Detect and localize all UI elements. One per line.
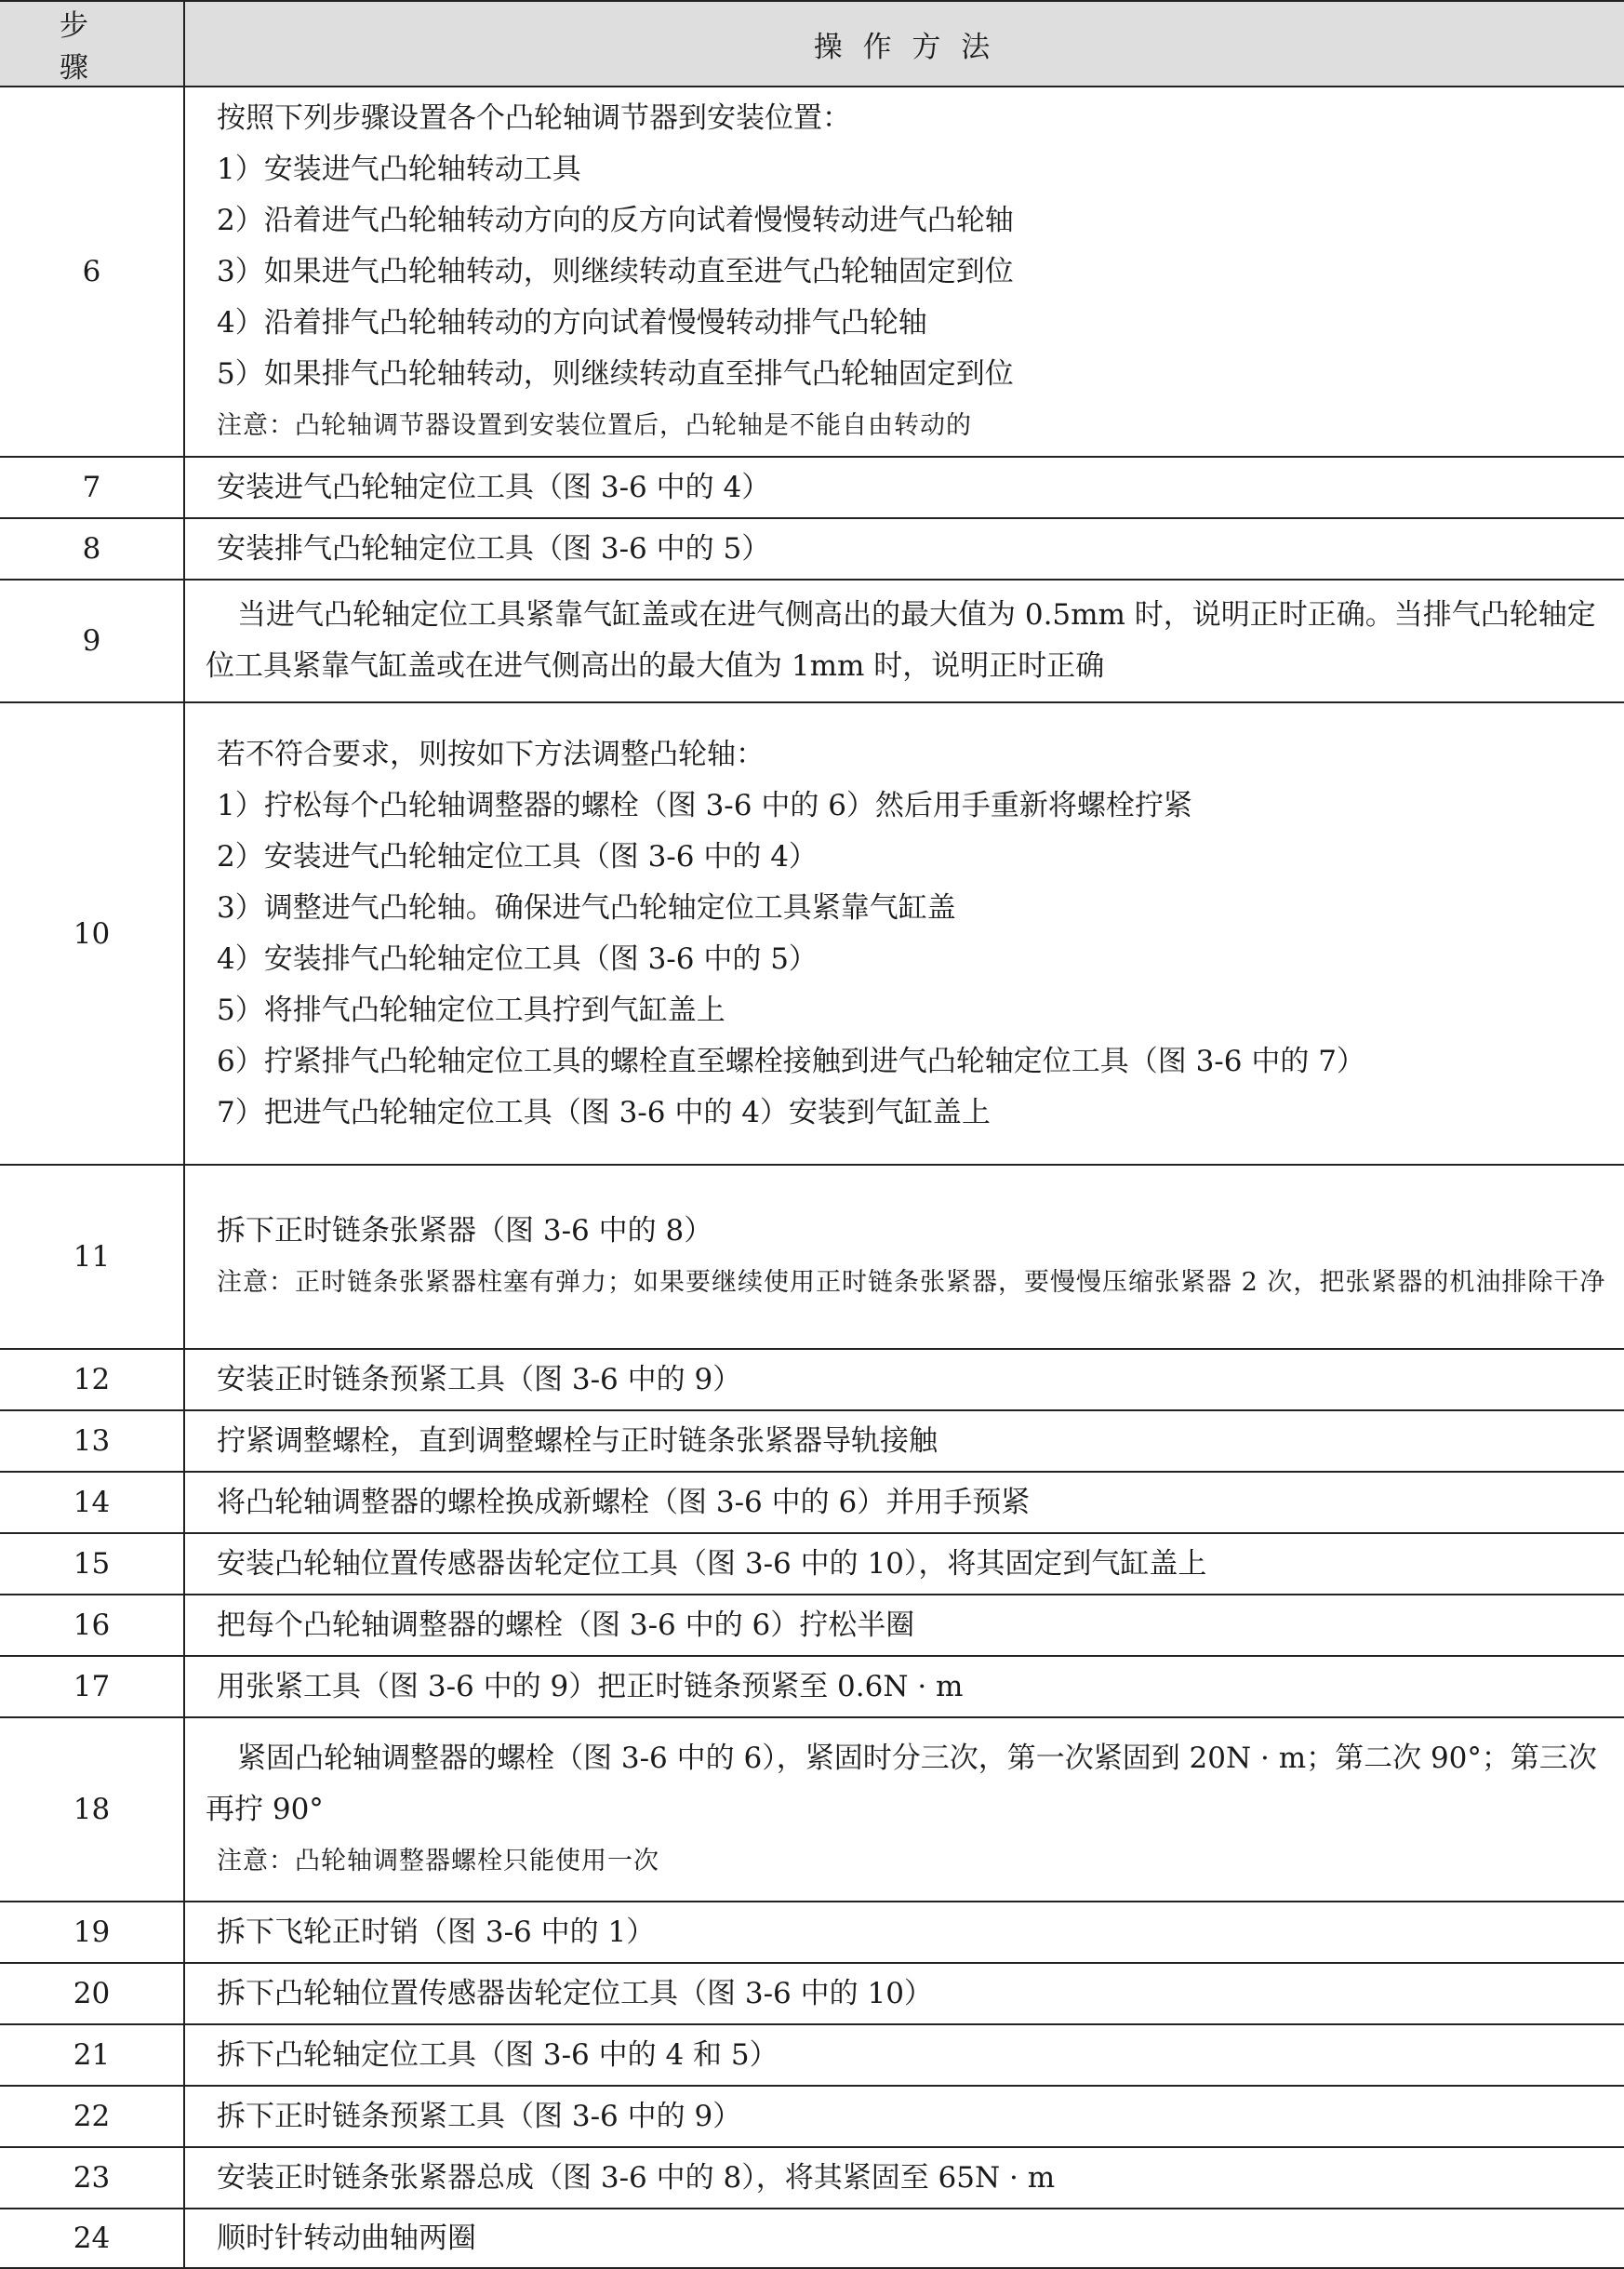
note-line: 注意：凸轮轴调整器螺栓只能使用一次: [217, 1846, 659, 1875]
method-line: 3）调整进气凸轮轴。确保进气凸轮轴定位工具紧靠气缸盖: [217, 890, 956, 925]
method-line: 2）安装进气凸轮轴定位工具（图 3-6 中的 4）: [217, 839, 818, 874]
method-line: 把每个凸轮轴调整器的螺栓（图 3-6 中的 6）拧松半圈: [217, 1608, 915, 1642]
method-line: 拆下凸轮轴定位工具（图 3-6 中的 4 和 5）: [217, 2037, 779, 2072]
step-number: 7: [0, 457, 184, 518]
method-line: 拆下凸轮轴位置传感器齿轮定位工具（图 3-6 中的 10）: [217, 1976, 933, 2010]
step-method: [184, 87, 1624, 457]
step-number: 21: [0, 2024, 184, 2086]
method-line: 用张紧工具（图 3-6 中的 9）把正时链条预紧至 0.6N · m: [217, 1669, 964, 1703]
step-number: 6: [0, 87, 184, 457]
step-method: [184, 457, 1624, 518]
step-number: 20: [0, 1963, 184, 2024]
table-row: [0, 1349, 1624, 1410]
header-method: 操 作 方 法: [184, 1, 1624, 87]
step-method: [184, 1963, 1624, 2024]
method-line: 5）如果排气凸轮轴转动，则继续转动直至排气凸轮轴固定到位: [217, 356, 1014, 391]
table-row: [0, 518, 1624, 580]
table-row: [0, 87, 1624, 457]
step-number: 9: [0, 580, 184, 702]
method-line: 安装凸轮轴位置传感器齿轮定位工具（图 3-6 中的 10），将其固定到气缸盖上: [217, 1546, 1207, 1581]
method-line: 将凸轮轴调整器的螺栓换成新螺栓（图 3-6 中的 6）并用手预紧: [217, 1485, 1031, 1519]
method-line: 4）沿着排气凸轮轴转动的方向试着慢慢转动排气凸轮轴: [217, 305, 927, 340]
step-method: [184, 1656, 1624, 1717]
step-method: [184, 2086, 1624, 2147]
method-line: 安装正时链条张紧器总成（图 3-6 中的 8），将其紧固至 65N · m: [217, 2160, 1056, 2195]
step-method: [184, 518, 1624, 580]
step-method: [184, 1410, 1624, 1472]
method-line: 安装进气凸轮轴定位工具（图 3-6 中的 4）: [217, 470, 771, 504]
method-line: 按照下列步骤设置各个凸轮轴调节器到安装位置：: [217, 100, 851, 135]
method-line: 拆下正时链条预紧工具（图 3-6 中的 9）: [217, 2099, 742, 2133]
method-line: 安装排气凸轮轴定位工具（图 3-6 中的 5）: [217, 531, 771, 566]
step-number: 23: [0, 2147, 184, 2209]
method-line: 拧紧调整螺栓，直到调整螺栓与正时链条张紧器导轨接触: [217, 1423, 938, 1458]
step-method: [184, 1165, 1624, 1349]
note-line: 注意：凸轮轴调节器设置到安装位置后，凸轮轴是不能自由转动的: [217, 410, 972, 440]
method-line: 4）安装排气凸轮轴定位工具（图 3-6 中的 5）: [217, 941, 818, 976]
step-method: [184, 1533, 1624, 1595]
step-number: 13: [0, 1410, 184, 1472]
step-method: [184, 1349, 1624, 1410]
table-row: [0, 702, 1624, 1165]
step-number: 14: [0, 1472, 184, 1533]
method-line: 拆下正时链条张紧器（图 3-6 中的 8）: [217, 1214, 713, 1248]
step-method: [184, 580, 1624, 702]
step-number: 17: [0, 1656, 184, 1717]
table-row: [0, 457, 1624, 518]
step-number: 12: [0, 1349, 184, 1410]
step-number: 15: [0, 1533, 184, 1595]
step-method: [184, 2209, 1624, 2268]
step-method: [184, 1472, 1624, 1533]
table-row: [0, 580, 1624, 702]
method-line: 5）将排气凸轮轴定位工具拧到气缸盖上: [217, 993, 725, 1027]
step-method: [184, 702, 1624, 1165]
step-number: 24: [0, 2209, 184, 2268]
method-line: 顺时针转动曲轴两圈: [217, 2221, 476, 2255]
step-number: 16: [0, 1595, 184, 1656]
table-row: [0, 1165, 1624, 1349]
note-paragraph: 注意：正时链条张紧器柱塞有弹力；如果要继续使用正时链条张紧器，要慢慢压缩张紧器 2 次，把张紧器的机油排除干净: [217, 1268, 1606, 1297]
method-paragraph: 紧固凸轮轴调整器的螺栓（图 3-6 中的 6），紧固时分三次，第一次紧固到 20N · m；第二次 90°；第三次再拧 90°: [206, 1741, 1597, 1826]
table-row: [0, 1472, 1624, 1533]
method-line: 1）安装进气凸轮轴转动工具: [217, 152, 581, 186]
table-row: [0, 1410, 1624, 1472]
step-number: 10: [0, 702, 184, 1165]
table-header-row: [0, 1, 1624, 87]
step-number: 22: [0, 2086, 184, 2147]
step-method: [184, 1595, 1624, 1656]
step-number: 19: [0, 1902, 184, 1963]
step-method: [184, 1717, 1624, 1902]
table-row: [0, 1717, 1624, 1902]
table-row: [0, 1963, 1624, 2024]
method-line: 拆下飞轮正时销（图 3-6 中的 1）: [217, 1915, 656, 1949]
table-row: [0, 2024, 1624, 2086]
method-paragraph: 当进气凸轮轴定位工具紧靠气缸盖或在进气侧高出的最大值为 0.5mm 时，说明正时正确。当排气凸轮轴定位工具紧靠气缸盖或在进气侧高出的最大值为 1mm 时，说明正时正确: [206, 598, 1596, 683]
step-method: [184, 2024, 1624, 2086]
table-row: [0, 1533, 1624, 1595]
table-row: [0, 1902, 1624, 1963]
table-row: [0, 2147, 1624, 2209]
step-method: [184, 2147, 1624, 2209]
method-line: 1）拧松每个凸轮轴调整器的螺栓（图 3-6 中的 6）然后用手重新将螺栓拧紧: [217, 788, 1192, 822]
table-row: [0, 2086, 1624, 2147]
method-line: 6）拧紧排气凸轮轴定位工具的螺栓直至螺栓接触到进气凸轮轴定位工具（图 3-6 中的 7）: [217, 1044, 1365, 1078]
step-number: 18: [0, 1717, 184, 1902]
table-row: [0, 1656, 1624, 1717]
table-row: [0, 2209, 1624, 2268]
header-step: 步 骤: [0, 1, 184, 87]
method-line: 3）如果进气凸轮轴转动，则继续转动直至进气凸轮轴固定到位: [217, 254, 1014, 288]
method-line: 安装正时链条预紧工具（图 3-6 中的 9）: [217, 1362, 742, 1396]
step-number: 8: [0, 518, 184, 580]
step-number: 11: [0, 1165, 184, 1349]
method-line: 若不符合要求，则按如下方法调整凸轮轴：: [217, 737, 765, 771]
step-method: [184, 1902, 1624, 1963]
method-line: 2）沿着进气凸轮轴转动方向的反方向试着慢慢转动进气凸轮轴: [217, 203, 1014, 237]
method-line: 7）把进气凸轮轴定位工具（图 3-6 中的 4）安装到气缸盖上: [217, 1095, 991, 1129]
table-row: [0, 1595, 1624, 1656]
